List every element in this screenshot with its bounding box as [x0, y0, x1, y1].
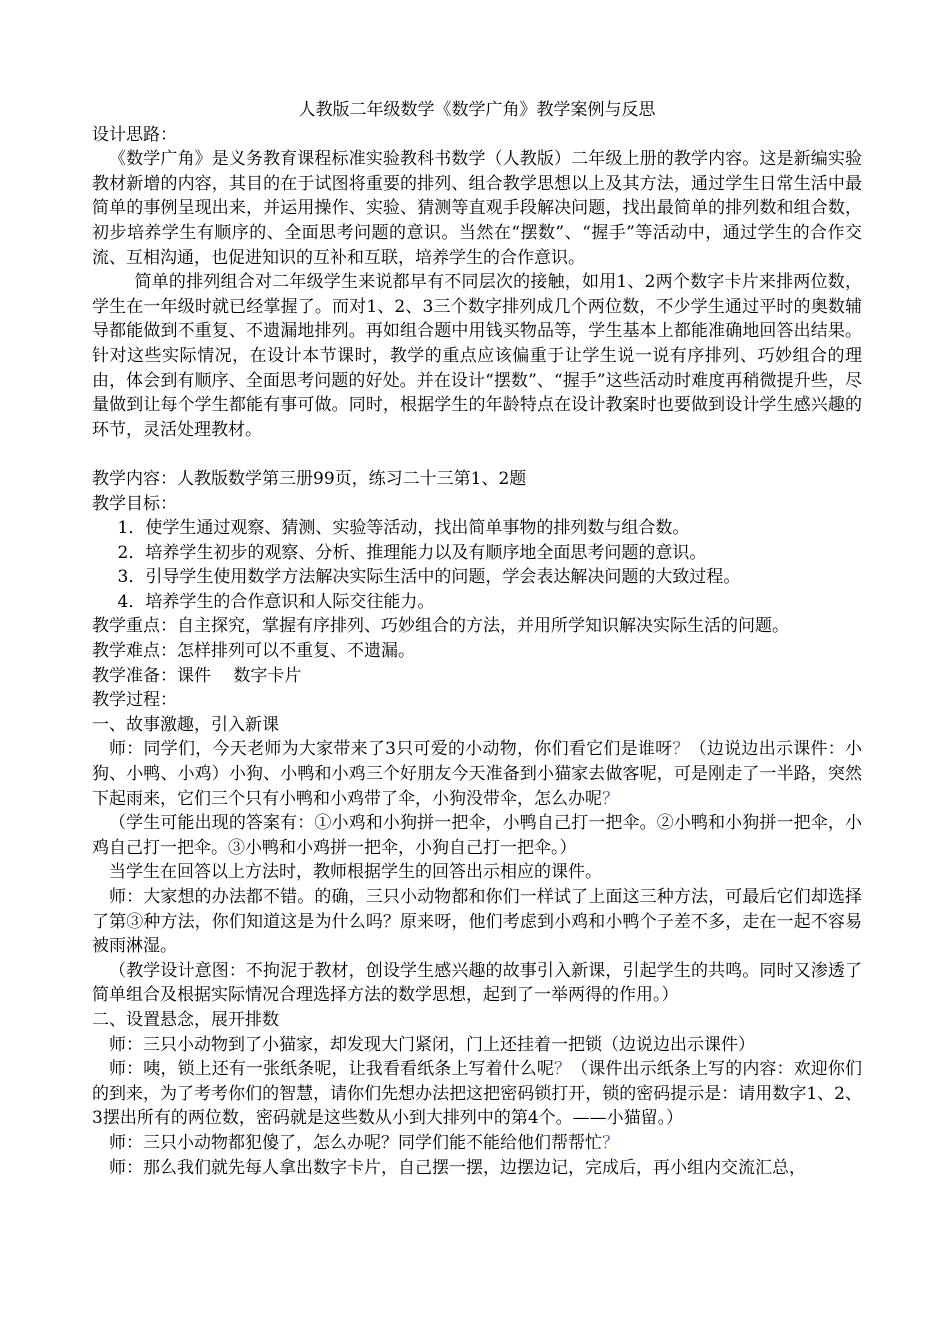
design-paragraph-1: 《数学广角》是义务教育课程标准实验教科书数学（人教版）二年级上册的教学内容。这是新编实验教材新增的内容，其目的在于试图将重要的排列、组合教学思想以上及其方法，通过学生日常生活中最简单的事例呈现出来，并运用操作、实验、猜测等直观手段解决问题，找出最简单的排列数和组合数，初步培养学生有顺序的、全面思考问题的意识。当然在“摆数”、“握手”等活动中，通过学生的合作交流、互相沟通，也促进知识的互补和互联，培养学生的合作意识。: [92, 149, 862, 268]
teaching-content: 教学内容：人教版数学第三册99页，练习二十三第1、2题: [92, 468, 527, 489]
question-mark: ？: [602, 1132, 619, 1153]
difficulty: 教学难点：怎样排列可以不重复、不遗漏。: [92, 641, 415, 662]
section-2-paragraph-3: [92, 1131, 862, 1156]
section-1-paragraph-1: [92, 737, 862, 811]
section-2-paragraph-2: [92, 1057, 862, 1131]
design-heading: 设计思路：: [92, 124, 177, 145]
section-1-text-a: 师：同学们，今天老师为大家带来了3只可爱的小动物，你们看它们是谁呀: [109, 739, 673, 760]
preparation: 教学准备：课件 数字卡片: [92, 665, 302, 686]
question-mark: ？: [602, 788, 619, 809]
question-mark: ？: [554, 1059, 572, 1080]
section-1-heading: 一、故事激趣，引入新课: [92, 714, 279, 735]
section-1-paragraph-5: （教学设计意图：不拘泥于教材，创设学生感兴趣的故事引入新课，引起学生的共鸣。同时又渗透了简单组合及根据实际情况合理选择方法的数学思想，起到了一举两得的作用。）: [92, 960, 862, 1006]
section-2-text-c: 师：三只小动物都犯傻了，怎么办呢？同学们能不能给他们帮帮忙: [109, 1132, 602, 1153]
section-1-text-b: （边说边出示课件：小狗、小鸭、小鸡）小狗、小鸭和小鸡三个好朋友今天准备到小猫家去做客呢，可是刚走了一半路，突然下起雨来，它们三个只有小鸭和小鸡带了伞，小狗没带伞，怎么办呢: [92, 739, 862, 809]
section-1-paragraph-2: （学生可能出现的答案有：①小鸡和小狗拼一把伞，小鸭自己打一把伞。②小鸭和小狗拼一把伞，小鸡自己打一把伞。③小鸭和小鸡拼一把伞，小狗自己打一把伞。）: [92, 813, 862, 858]
document-page: [92, 98, 862, 1180]
section-1-paragraph-3: 当学生在回答以上方法时，教师根据学生的回答出示相应的课件。: [109, 862, 602, 883]
goal-item-1: 1．使学生通过观察、猜测、实验等活动，找出简单事物的排列数与组合数。: [117, 518, 690, 539]
question-mark: ？: [672, 739, 690, 760]
section-2-paragraph-4: 师：那么我们就先每人拿出数字卡片，自己摆一摆，边摆边记，完成后，再小组内交流汇总，: [109, 1157, 806, 1178]
section-2-paragraph-1: 师：三只小动物到了小猫家，却发现大门紧闭，门上还挂着一把锁（边说边出示课件）: [109, 1034, 755, 1055]
blank-line: [92, 442, 862, 467]
section-1-paragraph-4: 师：大家想的办法都不错。的确，三只小动物都和你们一样试了上面这三种方法，可最后它们却选择了第③种方法，你们知道这是为什么吗？原来呀，他们考虑到小鸡和小鸭个子差不多，走在一起不容易被雨淋湿。: [92, 887, 862, 957]
document-title: 人教版二年级数学《数学广角》教学案例与反思: [298, 100, 656, 120]
goal-item-3: 3．引导学生使用数学方法解决实际生活中的问题，学会表达解决问题的大致过程。: [117, 567, 741, 588]
section-2-text-a: 师：咦，锁上还有一张纸条呢，让我看看纸条上写着什么呢: [109, 1059, 555, 1080]
goal-item-2: 2．培养学生初步的观察、分析、推理能力以及有顺序地全面思考问题的意识。: [117, 542, 707, 563]
key-point: 教学重点：自主探究，掌握有序排列、巧妙组合的方法，并用所学知识解决实际生活的问题。: [92, 616, 789, 637]
section-2-heading: 二、设置悬念，展开排数: [92, 1009, 279, 1030]
goals-heading: 教学目标：: [92, 493, 177, 514]
section-2-text-b: （课件出示纸条上写的内容：欢迎你们的到来，为了考考你们的智慧，请你们先想办法把这把密码锁打开，锁的密码提示是：请用数字1、2、3摆出所有的两位数，密码就是这些数从小到大排列中的第4个。——小猫留。）: [92, 1059, 863, 1129]
design-paragraph-2: 简单的排列组合对二年级学生来说都早有不同层次的接触，如用1、2两个数字卡片来排两位数，学生在一年级时就已经掌握了。而对1、2、3三个数字排列成几个两位数，不少学生通过平时的奥数辅导都能做到不重复、不遗漏地排列。再如组合题中用钱买物品等，学生基本上都能准确地回答出结果。针对这些实际情况，在设计本节课时，教学的重点应该偏重于让学生说一说有序排列、巧妙组合的理由，体会到有顺序、全面思考问题的好处。并在设计“摆数”、“握手”这些活动时难度再稍微提升些，尽量做到让每个学生都能有事可做。同时，根据学生的年龄特点在设计教案时也要做到设计学生感兴趣的环节，灵活处理教材。: [92, 272, 862, 440]
process-heading: 教学过程：: [92, 690, 177, 711]
goal-item-4: 4．培养学生的合作意识和人际交往能力。: [117, 591, 435, 612]
